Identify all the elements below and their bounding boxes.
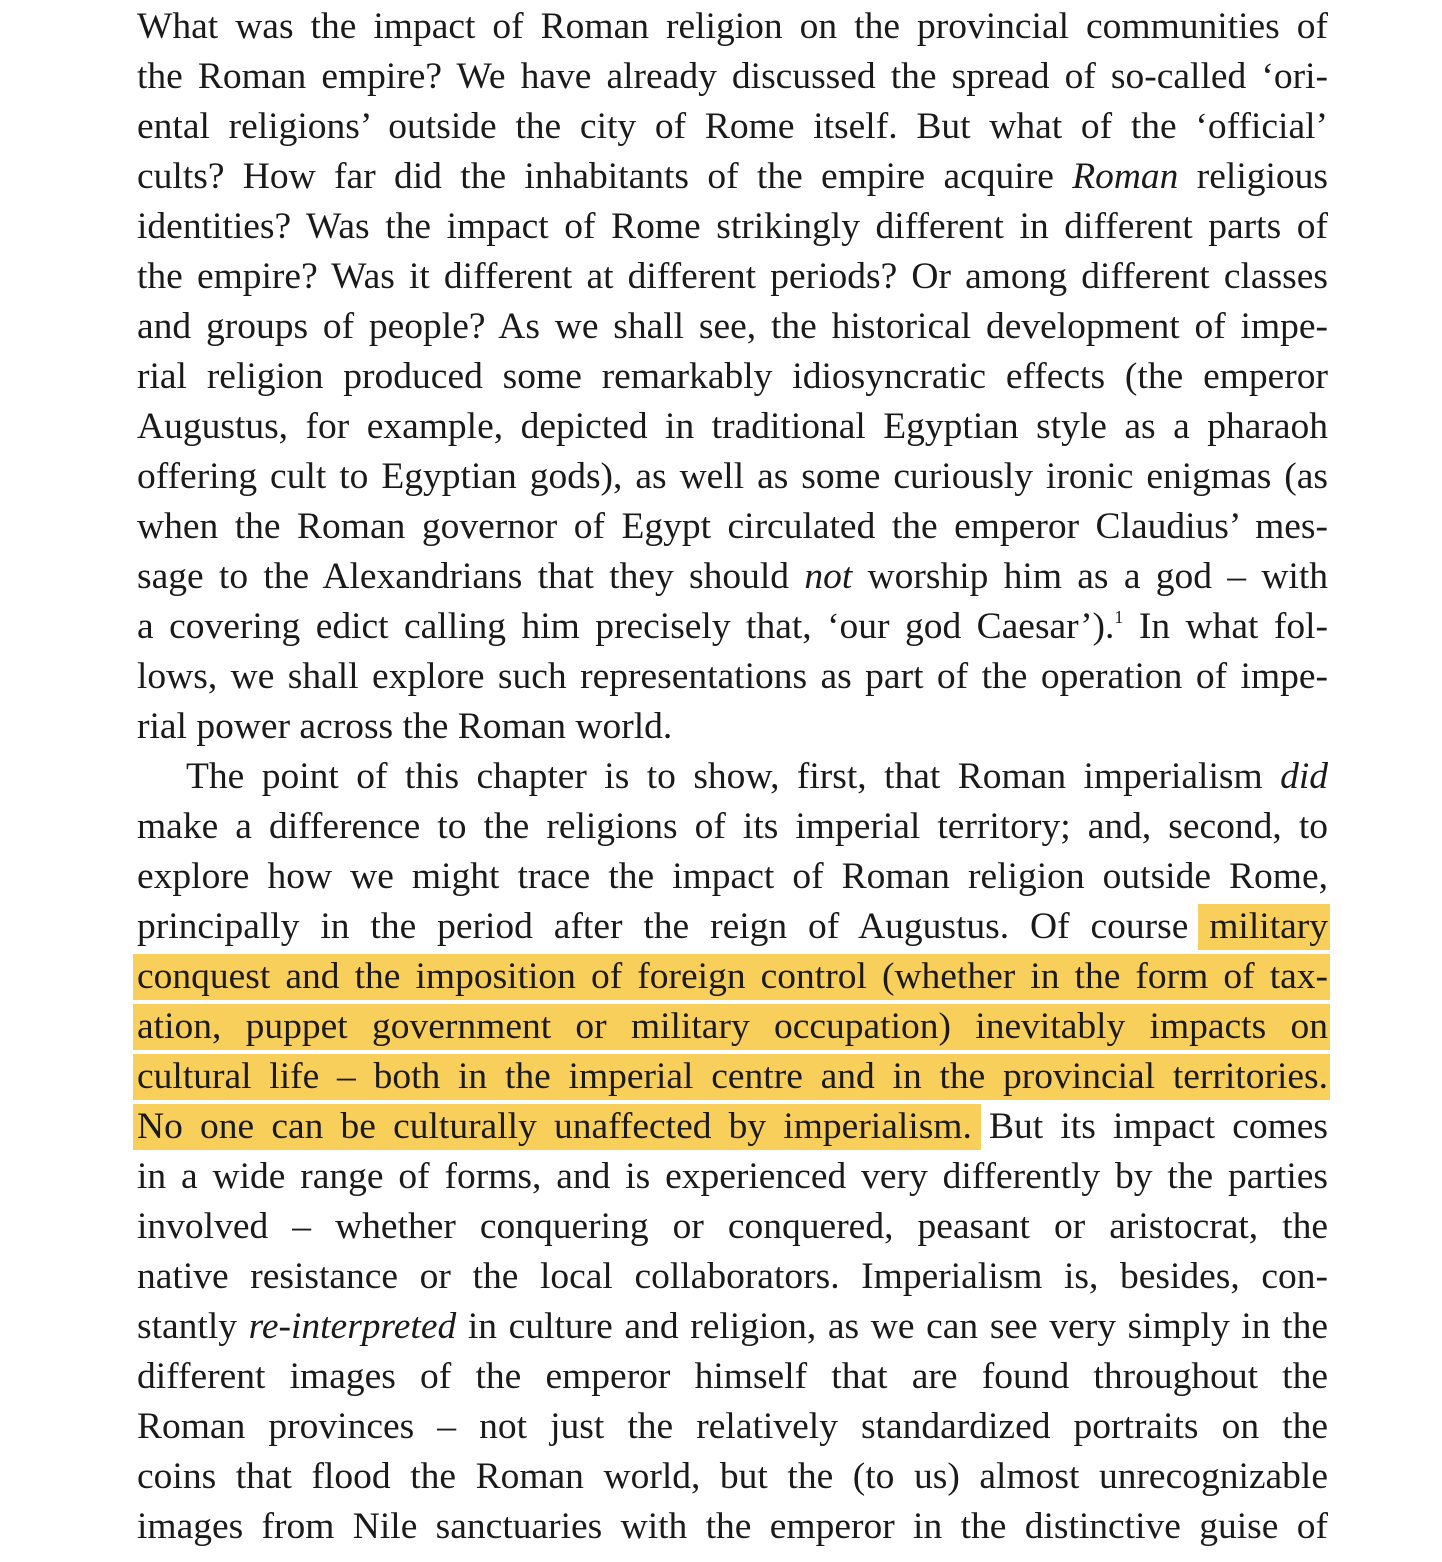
text-line: rial religion produced some remarkably idiosyncratic effects (the emperor [137, 356, 1328, 397]
text-line [137, 602, 1328, 652]
text-line: explore how we might trace the impact of Roman religion outside Rome, [137, 856, 1328, 897]
text-span: cults? How far did the inhabitants of the empire acquire [137, 156, 1054, 197]
text-line: What was the impact of Roman religion on the provincial communities of [137, 6, 1328, 47]
highlighted-text: conquest and the imposition of foreign control (whether in the form of tax- [137, 956, 1328, 997]
highlighted-text: No one can be culturally unaffected by imperialism. [137, 1106, 972, 1147]
text-span: sage to the Alexandrians that they should [137, 556, 790, 597]
text-line: native resistance or the local collaborators. Imperialism is, besides, con- [137, 1256, 1328, 1297]
text-span: stantly [137, 1306, 249, 1347]
text-line: images from Nile sanctuaries with the emperor in the distinctive guise of [137, 1506, 1328, 1547]
text-line: different images of the emperor himself that are found throughout the [137, 1356, 1328, 1397]
text-line: rial power across the Roman world. [137, 706, 673, 747]
text-span: worship him as a god – with [852, 556, 1328, 597]
highlighted-text: military [1209, 906, 1328, 947]
highlighted-text: ation, puppet government or military occupation) inevitably impacts on [137, 1006, 1328, 1047]
text-span: In what fol- [1123, 606, 1328, 647]
footnote-marker[interactable]: 1 [1114, 607, 1124, 627]
italic-text: not [804, 556, 853, 597]
italic-text: did [1280, 756, 1328, 797]
text-line: make a difference to the religions of its imperial territory; and, second, to [137, 806, 1328, 847]
text-span: But its impact comes [971, 1106, 1328, 1147]
text-line [186, 752, 1328, 802]
text-line: Roman provinces – not just the relatively standardized portraits on the [137, 1406, 1328, 1447]
text-span: principally in the period after the reign of Augustus. Of course [137, 906, 1210, 947]
text-line: ental religions’ outside the city of Rome itself. But what of the ‘official’ [137, 106, 1328, 147]
text-line: Augustus, for example, depicted in traditional Egyptian style as a pharaoh [137, 406, 1328, 447]
italic-text: re-interpreted [248, 1306, 457, 1347]
text-line [137, 152, 1328, 202]
text-line: identities? Was the impact of Rome strikingly different in different parts of [137, 206, 1328, 247]
text-line [137, 902, 1328, 952]
text-line: lows, we shall explore such representations as part of the operation of impe- [137, 656, 1328, 697]
text-span: a covering edict calling him precisely that, ‘our god Caesar’). [137, 606, 1115, 647]
text-line: involved – whether conquering or conquered, peasant or aristocrat, the [137, 1206, 1328, 1247]
text-line [137, 1302, 1328, 1352]
text-line: the empire? Was it different at different periods? Or among different classes [137, 256, 1328, 297]
text-span: The point of this chapter is to show, first, that Roman imperialism [186, 756, 1263, 797]
text-line: coins that flood the Roman world, but the (to us) almost unrecognizable [137, 1456, 1328, 1497]
text-line: when the Roman governor of Egypt circulated the emperor Claudius’ mes- [137, 506, 1328, 547]
text-line [137, 552, 1328, 602]
text-line: in a wide range of forms, and is experienced very differently by the parties [137, 1156, 1328, 1197]
highlighted-text: cultural life – both in the imperial centre and in the provincial territories. [137, 1056, 1328, 1097]
italic-text: Roman [1072, 156, 1179, 197]
text-span: religious [1178, 156, 1329, 197]
text-line: offering cult to Egyptian gods), as well as some curiously ironic enigmas (as [137, 456, 1328, 497]
text-span: in culture and religion, as we can see very simply in the [456, 1306, 1328, 1347]
text-line: and groups of people? As we shall see, the historical development of impe- [137, 306, 1328, 347]
text-line: the Roman empire? We have already discussed the spread of so-called ‘ori- [137, 56, 1328, 97]
text-line [137, 1102, 1328, 1152]
